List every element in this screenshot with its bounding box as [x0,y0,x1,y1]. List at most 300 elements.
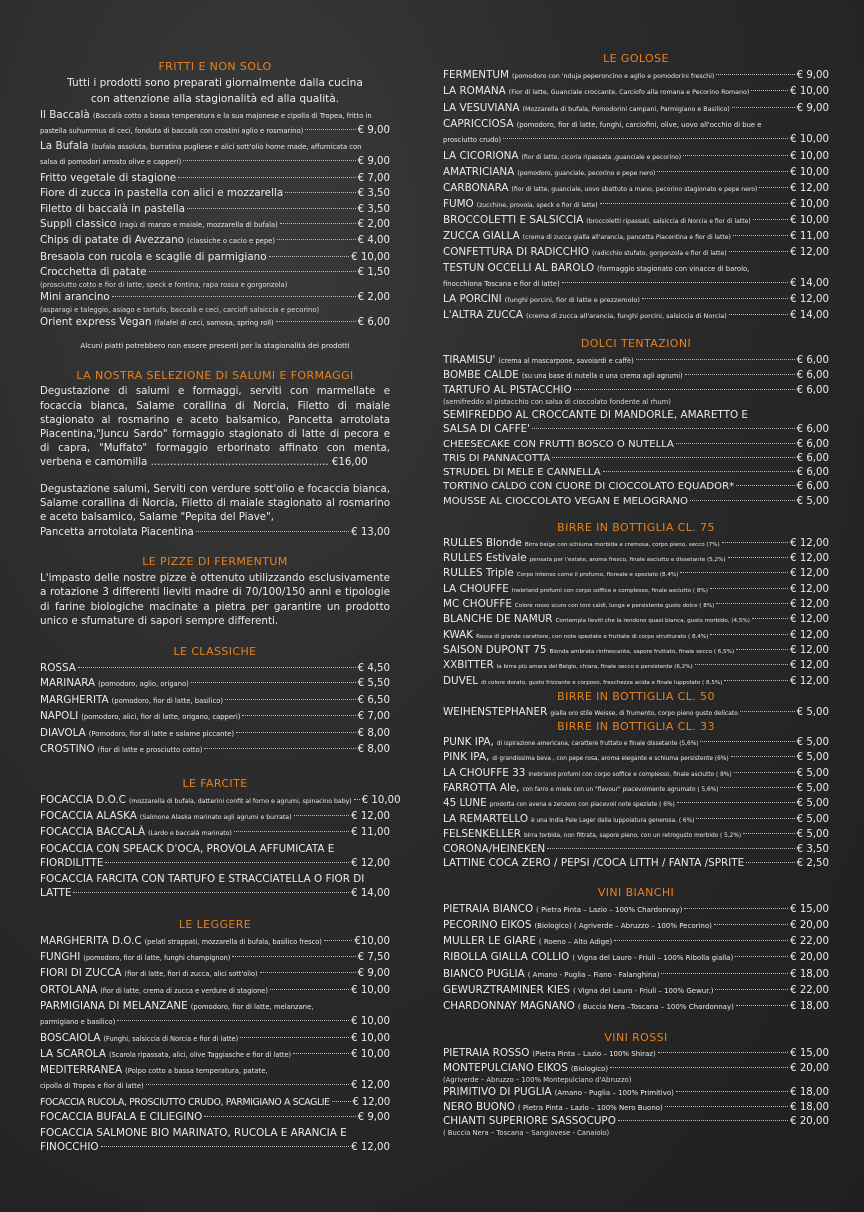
item-price: € 5,00 [796,828,829,840]
menu-item [443,644,829,659]
item-name: FUMO [443,197,474,210]
menu-item [40,171,390,186]
item-price: € 9,00 [357,125,390,136]
item-name: STRUDEL DI MELE E CANNELLA [443,467,601,479]
item-price: € 12,00 [790,568,829,580]
item-name: RULLES Estivale [443,552,527,565]
item-price: € 12,00 [790,583,829,595]
item-desc: (fior di latte, crema di zucca e verdure di stagione) [100,986,268,995]
item-desc: è una India Pale Lager dalla luppolatura generosa. ( 6%) [531,817,695,824]
menu-item [40,1140,390,1155]
item-sub: ( Buccia Nera – Toscana – Sangiovese - Canaiolo) [443,1128,610,1137]
menu-item [443,706,829,720]
item-name: TARTUFO AL PISTACCHIO [443,384,572,397]
menu-item [40,709,390,725]
item-desc: (Scarola ripassata, alici, olive Taggiasche e fior di latte) [108,1050,292,1059]
menu-item [40,726,390,742]
menu-item [40,233,390,249]
item-name: Il Baccalà [40,109,90,121]
section-title-golose: LE GOLOSE [603,52,669,65]
item-price: € 12,00 [352,1096,390,1108]
item-price: € 9,00 [796,70,829,81]
item-desc: prosciutto crudo) [443,136,502,145]
item-name: DUVEL [443,674,479,687]
menu-item [40,693,390,709]
item-desc: Birra beige con schiuma morbida e cremosa, corpo pieno, secco (7%) [524,541,720,548]
item-desc: (fior di latte, guanciale, uovo sbattuto a mano, pecorino stagionato e pepe nero) [511,185,758,193]
item-name: FOCACCIA BACCALÀ [40,826,146,839]
menu-item [443,797,829,812]
menu-item [443,1047,829,1062]
item-desc: (ragù di manzo e maiale, mozzarella di bufala) [119,221,278,230]
item-price: € 12,00 [790,182,829,194]
item-price: € 5,50 [357,678,390,690]
menu-item [40,265,390,280]
menu-item [40,315,390,331]
menu-item-mediterranea [40,1063,390,1078]
item-name: PINK IPA, [443,751,490,764]
item-desc: ( Pietra Pinta – Lazio – 100% Nero Buono) [517,1103,663,1112]
section-title-birre50: BIRRE IN BOTTIGLIA CL. 50 [557,689,715,703]
item-name: XXBITTER [443,659,494,672]
menu-item [443,675,829,690]
item-price: € 14,00 [351,888,390,900]
item-name: 45 LUNE [443,797,487,810]
item-desc: (fior di latte, cicoria ripassata ,guanciale e pecorino) [521,153,682,161]
item-desc: (Amano - Puglia – 100% Primitivo) [554,1088,674,1097]
item-price: € 10,00 [361,794,401,806]
item-name: RULLES Triple [443,567,514,580]
item-desc: (fior di latte, fiori di zucca, alici sott'olio) [124,970,258,979]
item-price: € 10,00 [351,1048,390,1060]
menu-item-parmigiana-cont [40,1014,390,1030]
item-price: € 10,00 [351,984,390,996]
section-title-classiche: LE CLASSICHE [173,645,257,659]
item-price: € 6,00 [357,317,390,329]
menu-item [443,659,829,674]
menu-item [40,793,401,809]
item-desc: pastella suhummus di ceci, fonduta di baccalà con crostini aglio e rosmarino) [40,127,304,135]
item-price: € 12,00 [790,537,829,549]
menu-item [443,181,829,197]
item-name: Fiore di zucca in pastella con alici e mozzarella [40,187,284,200]
item-price: € 2,00 [357,219,390,231]
item-desc: (fior di latte e prosciutto cotto) [97,746,203,755]
menu-item [40,809,390,825]
menu-item-testun-cont [443,276,829,292]
section-title-fritti: FRITTI E NON SOLO [158,60,272,73]
item-name: LA ROMANA [443,85,506,98]
item-desc: (Fior di latte, Guanciale croccante, Carciofo alla romana e Pecorino Romano) [508,89,750,97]
item-price: € 18,00 [790,1101,829,1113]
item-name: BLANCHE DE NAMUR [443,613,553,626]
menu-item [40,186,390,201]
menu-item [443,736,829,751]
menu-item [443,918,829,934]
item-price: € 7,50 [357,951,390,963]
menu-item-mediterranea-cont [40,1078,390,1094]
item-name: FOCACCIA CON SPEACK D'OCA, PROVOLA AFFUMICATA E [40,842,335,855]
item-name: SALSA DI CAFFE' [443,423,530,436]
item-price: € 6,00 [796,453,829,465]
item-sub: (Agriverde – Abruzzo – 100% Montepulciano d'Abruzzo) [443,1076,632,1085]
item-name: MARINARA [40,677,96,690]
section-title-pizze: LE PIZZE DI FERMENTUM [142,554,288,568]
menu-item [443,902,829,918]
menu-item [443,629,829,644]
menu-item-parmigiana [40,999,390,1014]
item-desc: prodotta con avena e zenzero con piacevoli note speziate ( 6%) [489,802,675,809]
intro-line: Tutti i prodotti sono preparati giornalmente dalla cucina [67,77,363,89]
item-name: Crocchetta di patate [40,266,147,279]
item-name: CROSTINO [40,743,95,756]
item-desc: (Biologico) [570,1064,609,1073]
item-desc: (radicchio stufato, gorgonzola e fior di latte) [591,249,727,257]
menu-item [443,613,829,628]
item-price: € 14,00 [790,310,829,322]
menu-item [443,229,829,245]
section-title-salumi: LA NOSTRA SELEZIONE DI SALUMI E FORMAGGI [76,369,354,383]
item-price: € 10,00 [351,1032,390,1044]
item-name: FOCACCIA SALMONE BIO MARINATO, RUCOLA E ARANCIA E [40,1126,347,1139]
menu-item [40,934,390,950]
item-name: FERMENTUM [443,69,509,81]
item-desc: (zucchine, provola, speck e fior di latte) [476,201,598,209]
item-name: MULLER LE GIARE [443,935,536,948]
item-name: TIRAMISU' [443,353,496,366]
item-price: € 6,00 [796,385,829,397]
item-desc: (pomodoro, alici, fior di latte, origano, capperi) [81,713,241,722]
item-price: € 4,50 [357,663,390,675]
salumi-desc-2: Degustazione salumi, Serviti con verdure sott'olio e focaccia bianca, Salame corallina di Norcia, Filetto di maiale stagionato al rosmarino e aceto balsamico, Salame "Pepita del Piave", [40,483,390,524]
item-name: Fritto vegetale di stagione [40,171,177,184]
item-price: € 12,00 [790,599,829,611]
menu-item-baccala [40,108,390,123]
seasonal-note: Alcuni piatti potrebbero non essere presenti per la stagionalità dei prodotti [80,341,350,351]
menu-item [443,466,829,480]
item-desc: (crema di zucca gialla all'arancia, pancetta Piacentina e fior di latte) [522,233,731,241]
item-desc: ( Buccia Nera –Toscana – 100% Chardonnay) [577,1003,734,1012]
item-price: € 12,00 [790,675,829,687]
item-name: Filetto di baccalà in pastella [40,202,186,215]
menu-item [443,422,829,437]
item-price: € 3,50 [796,844,829,856]
item-price: € 18,00 [790,1086,829,1098]
section-title-bianchi: VINI BIANCHI [597,885,675,899]
item-name: MONTEPULCIANO EIKOS [443,1061,568,1074]
item-price: € 2,50 [796,857,829,869]
item-name: NAPOLI [40,710,79,723]
menu-item [40,202,390,217]
item-price: € 13,00 [351,527,390,539]
menu-item [443,368,829,383]
item-name: LA SCAROLA [40,1047,106,1060]
menu-item [443,751,829,766]
menu-item [443,1062,829,1077]
menu-item [443,999,829,1015]
item-price: € 9,00 [357,968,390,980]
item-desc: Corpo intenso come il profumo, floreale e speziato (8,4%) [516,572,679,579]
menu-item [40,250,390,265]
item-price: € 6,00 [796,354,829,366]
item-name: PUNK IPA, [443,736,494,749]
menu-item [40,966,390,982]
item-name: RULLES Blonde [443,536,522,549]
item-name: CHARDONNAY MAGNANO [443,1000,575,1013]
item-desc: (Pomodoro, fior di latte e salame piccante) [88,729,234,738]
item-price: € 12,00 [351,1080,390,1092]
item-price: € 12,00 [351,1142,390,1154]
item-name: CARBONARA [443,181,509,194]
item-price: € 20,00 [790,1116,829,1128]
item-desc: birra torbida, non filtrata, sapore pieno, con un retrogusto morbido ( 5,2%) [524,832,742,839]
menu-item [443,843,829,856]
item-price: € 1,50 [357,267,390,279]
item-name: FUNGHI [40,950,81,963]
item-name: Chips di patate di Avezzano [40,234,185,247]
item-desc: (funghi porcini, fior di latte e prezzemolo) [504,296,640,305]
item-desc: salsa di pomodori arrosto olive e capperi) [40,158,182,167]
item-price: € 9,00 [357,1112,390,1124]
item-price: € 4,00 [357,235,390,247]
menu-item [443,967,829,983]
menu-item [40,290,390,305]
menu-item [40,983,390,999]
item-name: LATTINE COCA ZERO / PEPSI /COCA LITTH / FANTA /SPRITE [443,856,745,869]
item-name: LA VESUVIANA [443,101,520,114]
menu-item-baccala-cont [40,123,390,139]
item-name: SEMIFREDDO AL CROCCANTE DI MANDORLE, AMARETTO E [443,408,748,421]
item-price: € 10,00 [790,86,829,98]
item-price: € 2,00 [357,292,390,304]
item-price: € 8,00 [357,727,390,739]
item-desc: Bionda ambrata rinfrescante, sapore fruttato, finale secco ( 6,5%) [549,648,735,655]
section-title-farcite: LE FARCITE [182,776,248,790]
item-price: € 14,00 [790,277,829,289]
item-price: € 10,00 [790,198,829,210]
item-name: BOMBE CALDE [443,369,519,382]
menu-item [443,149,829,165]
section-title-dolci: DOLCI TENTAZIONI [580,336,692,350]
item-desc: (crema di zucca all'arancia, funghi porcini, salsiccia di Norcia) [526,312,727,321]
item-price: € 12,00 [790,614,829,626]
item-desc: (classiche o cacio e pepe) [187,237,275,246]
item-name: NERO BUONO [443,1100,515,1113]
item-desc: cipolla di Tropea e fior di latte) [40,1082,144,1091]
item-desc: Contempla lieviti che la rendono quasi bianca, gusto morbido, (4,5%) [555,618,750,625]
item-desc: (Mozzarella di bufala, Pomodorini campani, Parmigiano e Basilico) [522,105,730,113]
item-name: BIANCO PUGLIA [443,967,525,980]
menu-item [443,495,829,509]
item-name: TESTUN OCCELLI AL BAROLO [443,261,595,274]
item-desc: ( Roeno – Alto Adige) [538,938,613,947]
menu-item [443,950,829,966]
item-name: DIAVOLA [40,726,86,739]
item-price: € 5,00 [796,798,829,810]
item-desc: di ispirazione americana, carattere fruttato e finale dissetante (5,6%) [496,741,699,748]
item-price: € 6,00 [796,467,829,479]
item-price: € 12,00 [790,660,829,672]
item-name: TRIS DI PANNACOTTA [443,453,551,465]
menu-item [40,525,390,540]
item-price: € 6,00 [796,438,829,450]
menu-item-capricciosa-cont [443,132,829,148]
item-name: MOUSSE AL CIOCCOLATO VEGAN E MELOGRANO [443,495,688,507]
item-price: € 22,00 [790,936,829,948]
item-name: KWAK [443,628,474,641]
menu-item [443,308,829,324]
item-name: CHIANTI SUPERIORE SASSOCUPO [443,1115,616,1128]
item-name: LATTE [40,887,72,900]
item-price: € 11,00 [351,827,390,839]
item-desc: finocchiona Toscana e fior di latte) [443,279,560,288]
item-name: LA REMARTELLO [443,812,529,825]
item-price: € 15,00 [790,903,829,915]
item-name: PIETRAIA ROSSO [443,1047,530,1060]
item-desc: Colore rosso scuro con toni caldi, lunga e persistente gusto dolce ( 8%) [514,603,715,610]
menu-item [443,438,829,452]
item-name: SAISON DUPONT 75 [443,643,547,656]
item-desc: Inebriand profumi con corpo soffice e complesso, finale asciutto ( 8%) [528,771,732,778]
item-name: FIORDILITTE [40,857,104,870]
menu-item [443,813,829,828]
item-desc: (mozzarella di bufala, datterini confit al forno e agrumi, spinacino baby) [128,797,352,805]
menu-item [40,1047,390,1063]
item-desc: (pomodoro, fior di latte, melanzane, [190,1003,314,1012]
item-name: FELSENKELLER [443,827,522,840]
item-price: € 5,00 [796,767,829,779]
item-name: FOCACCIA FARCITA CON TARTUFO E STRACCIATELLA O FIOR DI [40,872,365,885]
item-price: € 7,00 [357,711,390,723]
item-name: BROCCOLETTI E SALSICCIA [443,213,584,226]
item-desc: di colore dorato, gusto frizzante e corposo, freschezza acida e finale luppolato ( 8,5%) [481,679,723,686]
menu-item [443,537,829,552]
item-name: ROSSA [40,662,76,675]
item-desc: (Biologico) ( Agriverde – Abruzzo – 100% Pecorino) [534,922,712,931]
item-name: CONFETTURA DI RADICCHIO [443,245,589,258]
section-title-birre75: BIRRE IN BOTTIGLIA CL. 75 [557,520,715,534]
menu-item-bufala [40,139,390,154]
item-name: MEDITERRANEA [40,1064,123,1077]
item-desc: (pomodoro, aglio, origano) [98,680,189,689]
item-desc: (broccoletti ripassati, salsiccia di Norcia e fior di latte) [586,217,751,225]
menu-item [443,292,829,308]
item-name: FOCACCIA ALASKA [40,809,137,822]
section-title-birre33: BIRRE IN BOTTIGLIA CL. 33 [557,720,715,734]
item-price: € 12,00 [790,294,829,306]
item-price: € 6,00 [796,481,829,493]
right-column [443,52,829,1138]
menu-item [443,84,829,100]
item-desc: ( Amano - Puglia – Fiano - Falanghina) [527,970,660,979]
left-column [40,52,401,1156]
item-name: FOCACCIA BUFALA E CILIEGINO [40,1111,203,1124]
menu-item [443,828,829,843]
menu-item [443,598,829,613]
item-price: €10,00 [354,935,390,947]
menu-item [443,934,829,950]
item-desc: (su una base di nutella o una crema agli agrumi) [521,372,683,381]
menu-item [40,742,390,758]
menu-item [443,165,829,181]
item-price: € 10,00 [790,150,829,162]
item-price: € 10,00 [790,134,829,146]
item-desc: (pomodoro, fior di latte, funghi champignon) [83,953,231,962]
item-price: € 20,00 [790,920,829,932]
section-title-leggere: LE LEGGERE [178,917,252,931]
item-desc: (Lardo e baccalà marinato) [148,830,232,838]
menu-item [443,68,829,84]
item-price: € 10,00 [790,166,829,178]
menu-item [443,1115,829,1129]
item-desc: (Salmone Alaska marinato agli agrumi e burrata) [139,813,292,821]
item-name: Pancetta arrotolata Piacentina [40,527,194,539]
item-name: GEWURZTRAMINER KIES [443,983,571,996]
item-sub: (semifreddo al pistacchio con salsa di cioccolato fondente al rhum) [443,398,671,407]
item-name: LA CHOUFFE [443,582,509,595]
item-price: € 6,50 [357,694,390,706]
item-name: Mini arancino [40,291,110,304]
item-name: MARGHERITA D.O.C [40,934,142,947]
item-desc: di grandissima bevа , con pepe rosa, aroma elegante e schiuma persistente (6%) [492,756,729,763]
item-name: L'ALTRA ZUCCA [443,309,524,322]
item-desc: la birra più amara del Belgio, chiara, finale secco e persistente (6,2%) [496,664,693,671]
item-name: CORONA/HEINEKEN [443,843,546,856]
menu-item [443,552,829,567]
item-price: € 9,00 [357,156,390,168]
item-desc: (crema al mascarpone, savoiardi e caffè) [498,356,634,365]
item-desc: (Polpo cotto a bassa temperatura, patate, [125,1067,268,1076]
item-name: PRIMITIVO DI PUGLIA [443,1085,552,1098]
item-name: Orient express Vegan [40,316,152,329]
menu-item [443,480,829,494]
item-desc: Rossa di grande carattere, con note speziate e fruttate di corpo strutturato ( 8,4%) [476,633,709,640]
item-name: CHEESECAKE CON FRUTTI BOSCO O NUTELLA [443,438,674,450]
menu-item [40,217,390,233]
item-desc: Inebriand profumi con corpo soffice e complesso, finale asciutto ( 8%) [511,587,708,594]
item-desc: (Funghi, salsiccia di Norcia e fior di latte) [103,1034,239,1043]
item-sub: (asparagi e taleggio, asiago e tartufo, baccalà e ceci, carciofi salsiccia e pecorino) [40,305,320,314]
item-price: € 20,00 [790,952,829,964]
item-desc: (Baccalà cotto a bassa temperatura e la sua majonese e cipolla di Tropea, fritto in [92,112,372,120]
item-name: LA PORCINI [443,293,502,306]
item-price: € 12,00 [351,810,390,822]
item-sub: (prosciutto cotto e fior di latte, speck e fontina, rapa rossa e gorgonzola) [40,280,288,289]
item-name: PARMIGIANA DI MELANZANE [40,1000,188,1013]
item-desc: ( Pietra Pinta – Lazio – 100% Chardonnay) [536,905,683,914]
item-price: € 3,50 [357,203,390,215]
menu-item [40,1031,390,1047]
item-name: MC CHOUFFE [443,598,512,611]
item-desc: con farro e miele con un "flavour" piacevolmente agrumato ( 5,6%) [522,787,719,794]
item-name: LA CHOUFFE 33 [443,766,526,779]
menu-item [443,767,829,782]
item-price: € 20,00 [790,1062,829,1074]
item-desc: (pomodoro con 'nduja peperoncino e aglio e pomodorini freschi) [511,73,715,80]
item-desc: ( Vigna del Lauro - Friuli – 100% Ribolla gialla) [572,954,734,963]
menu-item [443,1086,829,1101]
item-price: € 12,00 [790,553,829,565]
menu-item [443,857,829,870]
item-name: La Bufala [40,140,89,153]
item-name: MARGHERITA [40,693,109,706]
menu-item [443,983,829,999]
item-desc: pensata per l'estate, aroma fresco, finale asciutto e dissetante (5,2%) [529,557,726,564]
menu-item [443,383,829,398]
intro-line: con attenzione alla stagionalità ed alla qualità. [90,93,340,105]
item-price: € 10,00 [351,1016,390,1028]
item-price: € 5,00 [796,813,829,825]
